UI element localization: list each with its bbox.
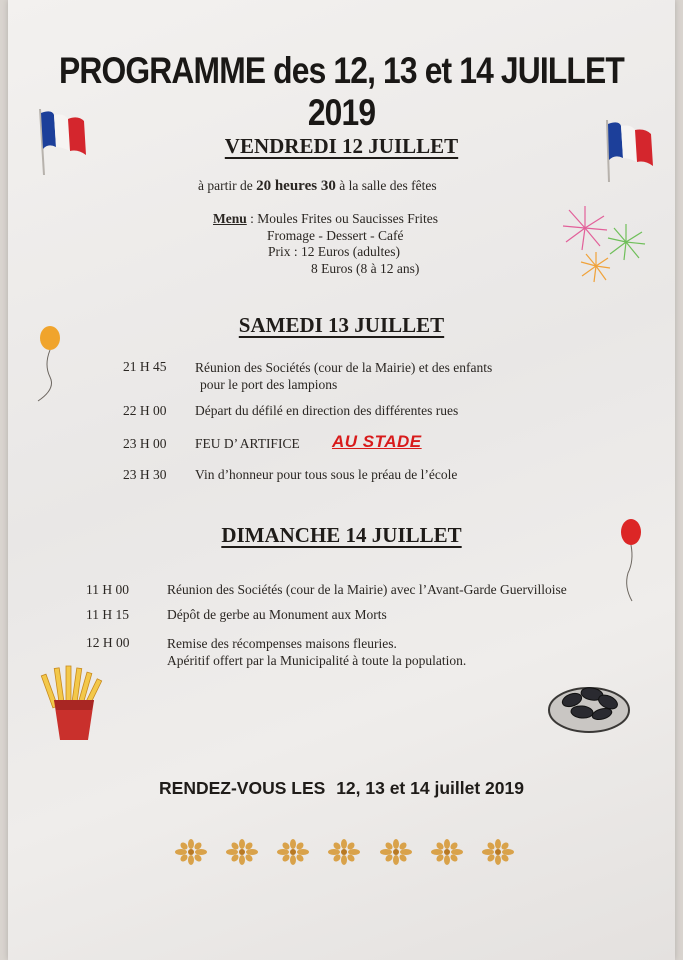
menu-label: Menu [213,211,247,226]
day-heading-sunday: DIMANCHE 14 JUILLET [221,523,462,547]
intro-pre: à partir de [198,178,253,193]
event-text: Réunion des Sociétés (cour de la Mairie) avec l’Avant-Garde Guervilloise [167,582,567,597]
event-text: FEU D’ ARTIFICE [195,436,300,451]
fireworks-icon [560,200,650,290]
event-time: 23 H 30 [123,467,167,482]
flower-icon [377,838,415,866]
flower-icon [172,838,210,866]
event-time: 21 H 45 [123,359,167,374]
flower-icon [479,838,517,866]
event-text: Dépôt de gerbe au Monument aux Morts [167,607,387,622]
flower-border [172,838,517,866]
event-text: Vin d’honneur pour tous sous le préau de l’école [195,467,458,482]
stade-highlight: AU STADE [332,432,422,451]
rendez-vous-line [0,778,683,799]
day-heading-saturday: SAMEDI 13 JUILLET [238,313,445,337]
mussels-icon [544,670,634,740]
event-time: 11 H 15 [86,607,129,622]
event-text [167,635,466,669]
day-heading-friday: VENDREDI 12 JUILLET [224,134,459,158]
event-text-line: Apéritif offert par la Municipalité à toute la population. [167,653,467,668]
rdv-label: RENDEZ-VOUS LES [159,778,326,798]
friday-intro [198,178,437,195]
balloon-icon [612,515,652,605]
event-time: 22 H 00 [123,403,167,418]
event-time: 11 H 00 [86,582,129,597]
flower-icon [223,838,261,866]
flower-icon [325,838,363,866]
event-text-line: pour le port des lampions [200,377,338,392]
event-time: 12 H 00 [86,635,130,650]
flower-icon [274,838,312,866]
poster-title: PROGRAMME des 12, 13 et 14 JUILLET 2019 [59,50,624,133]
fries-icon [40,664,108,744]
event-text: Départ du défilé en direction des différentes rues [195,403,459,418]
friday-menu [213,211,438,277]
intro-post: à la salle des fêtes [339,178,437,193]
rdv-dates: 12, 13 et 14 juillet 2019 [336,778,524,798]
menu-line-4: 8 Euros (8 à 12 ans) [311,260,420,276]
balloon-icon [30,325,70,405]
menu-line-2: Fromage - Dessert - Café [267,227,404,243]
event-text-line: Réunion des Sociétés (cour de la Mairie) et des enfants [195,360,493,375]
intro-time: 20 heures 30 [256,178,336,194]
menu-line-1: : Moules Frites ou Saucisses Frites [250,211,438,226]
event-text-line: Remise des récompenses maisons fleuries. [167,636,397,651]
flower-icon [428,838,466,866]
event-time: 23 H 00 [123,436,167,451]
menu-line-3: Prix : 12 Euros (adultes) [268,244,400,259]
event-text [195,359,492,393]
